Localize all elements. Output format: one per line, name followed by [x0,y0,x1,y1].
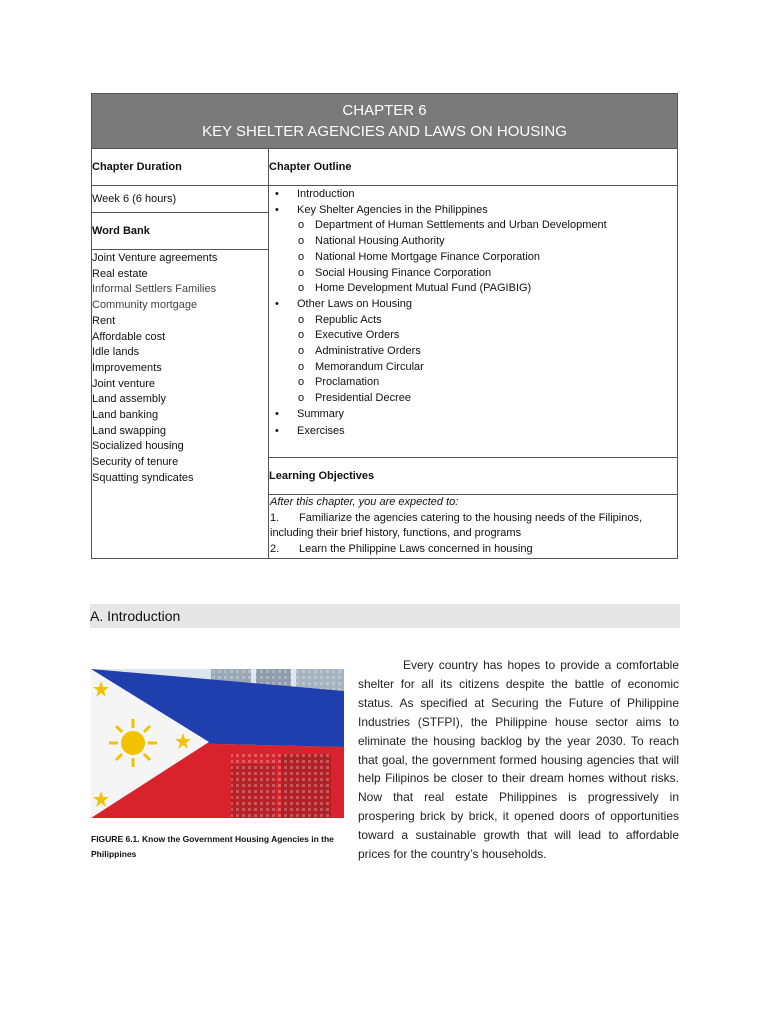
outline-header: Chapter Outline [269,149,677,186]
chapter-table [91,93,678,559]
objective-number: 1. [270,511,280,524]
chapter-columns [92,149,677,558]
word-bank-item: Land assembly [92,393,166,406]
outline-subitem: o Home Development Mutual Fund (PAGIBIG) [269,281,677,297]
outline-item: • Exercises [269,424,677,440]
word-bank-item: Informal Settlers Families [92,283,217,296]
outline-subitem: o Presidential Decree [269,391,677,407]
word-bank-item: Security of tenure [92,456,179,469]
word-bank-list [92,250,268,558]
chapter-title: KEY SHELTER AGENCIES AND LAWS ON HOUSING [202,122,567,140]
word-bank-item: Socialized housing [92,440,184,453]
outline-subitem: o Social Housing Finance Corporation [269,266,677,282]
outline-item: • Summary [269,407,677,423]
figure-caption: FIGURE 6.1. Know the Government Housing Agencies in the Philippines [91,834,334,859]
outline-subitem: o Department of Human Settlements and Urban Development [269,218,677,234]
chapter-number: CHAPTER 6 [342,101,427,119]
outline-item: • Other Laws on Housing [269,297,677,313]
philippine-flag-buildings-image [91,669,344,818]
objectives-cell [269,495,677,557]
outline-item: • Introduction [269,187,677,203]
objectives-intro: After this chapter, you are expected to: [270,496,459,508]
word-bank-item: Joint Venture agreements [92,252,218,264]
duration-header: Chapter Duration [92,149,268,186]
word-bank-item: Idle lands [92,346,140,359]
section-heading: A. Introduction [90,604,680,628]
word-bank-item: Improvements [92,361,162,374]
word-bank-item: Rent [92,314,116,327]
outline-item: • Key Shelter Agencies in the Philippines [269,203,677,219]
outline-subitem: o Memorandum Circular [269,360,677,376]
outline-subitem: o Executive Orders [269,328,677,344]
chapter-header [92,94,677,149]
objectives-header: Learning Objectives [269,458,677,495]
right-column [269,149,677,558]
word-bank-header: Word Bank [92,213,268,250]
outline-subitem: o Proclamation [269,375,677,391]
figure-image [91,669,344,818]
outline-subitem: o National Home Mortgage Finance Corporation [269,250,677,266]
objective-item [270,542,677,558]
word-bank-item: Land banking [92,409,159,422]
word-bank-item: Affordable cost [92,330,166,343]
objective-item [270,511,677,542]
outline-subitem: o Administrative Orders [269,344,677,360]
word-bank-item: Squatting syndicates [92,471,194,484]
left-column [92,149,269,558]
outline-cell [269,186,677,458]
intro-paragraph: Every country has hopes to provide a comfortable shelter for all its citizens despite the battle of economic status. As specified at Securing the Future of Philippine Industries (STFPI), the Philippine house sector aims to eliminate the housing backlog by the year 2030. To reach that goal, the government formed housing agencies that will help Filipinos be closer to their dream homes without risks. Now that real estate Philippines is progressively in prospering brick by brick, it opened doors of opportunities toward a sustainable growth that will lead to affordable prices for the country’s households. [358,658,679,862]
word-bank-item: Real estate [92,267,148,280]
outline-subitem: o Republic Acts [269,313,677,329]
word-bank-item: Land swapping [92,424,167,437]
duration-value: Week 6 (6 hours) [92,186,268,213]
objective-text: Familiarize the agencies catering to the housing needs of the Filipinos, including their brief history, functions, and programs [270,511,643,539]
word-bank-item: Community mortgage [92,299,198,312]
word-bank-item: Joint venture [92,377,155,390]
objective-number: 2. [270,542,280,555]
outline-subitem: o National Housing Authority [269,234,677,250]
outline-list [269,186,677,439]
objective-text: Learn the Philippine Laws concerned in housing [299,542,533,555]
